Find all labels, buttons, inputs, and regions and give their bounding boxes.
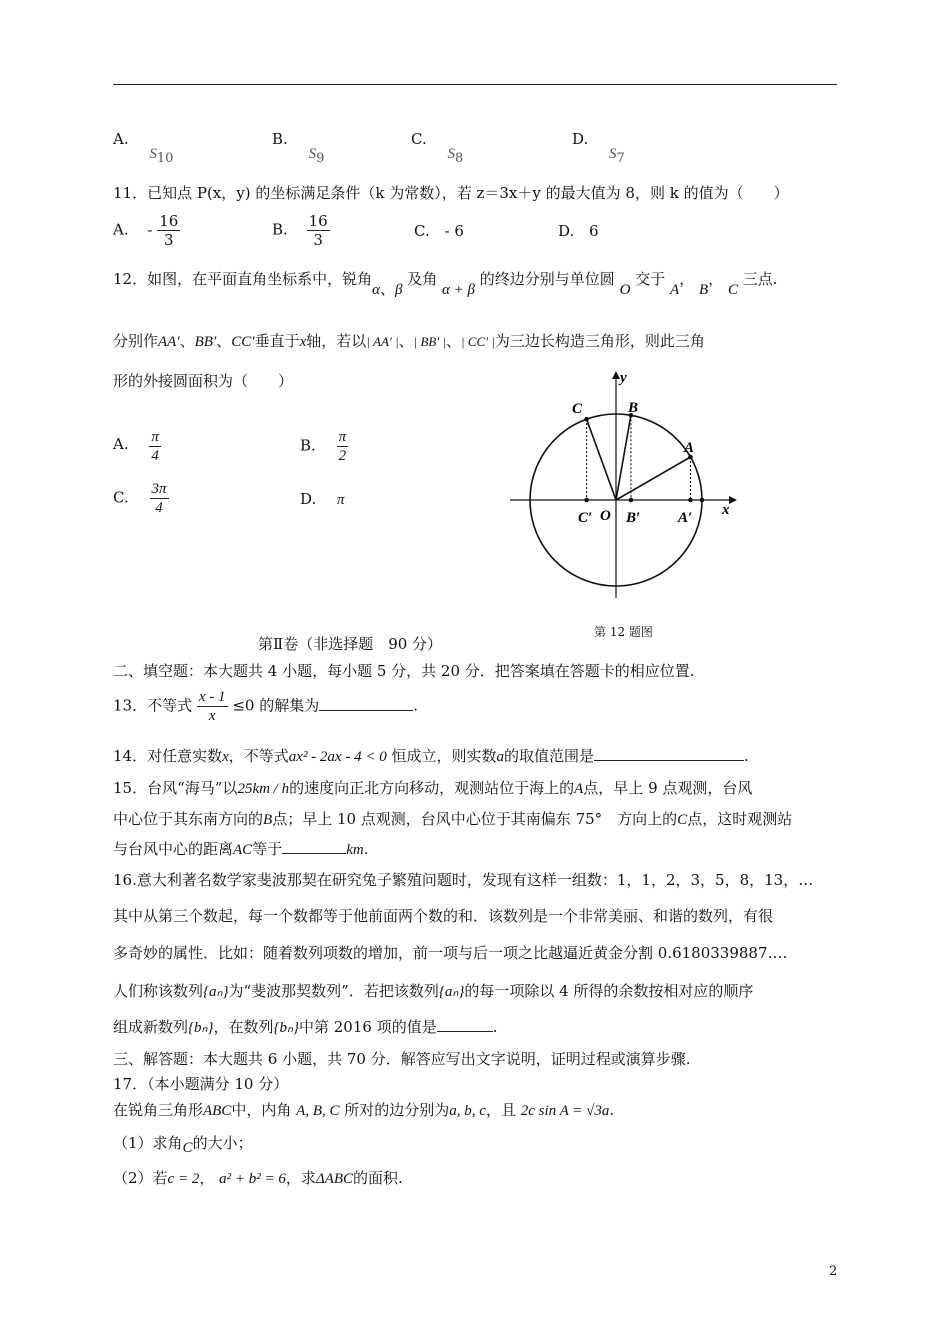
point-b-prime — [629, 498, 634, 503]
label-o: O — [600, 508, 611, 524]
q14-answer-blank[interactable] — [594, 760, 744, 761]
q15-line-2: 中心位于其东南方向的B点；早上 10 点观测，台风中心位于其南偏东 75° 方向上的C点，这时观测站 — [113, 810, 793, 828]
q15-answer-blank[interactable] — [282, 853, 346, 854]
q12-option-b: B. $\frac{\pi}{2}$ — [300, 429, 347, 464]
q15-line-3: 与台风中心的距离AC等于 km. — [113, 840, 369, 858]
q17-part-1: （1）求角C的大小； — [113, 1134, 253, 1156]
q10-option-b: B. $S_9$ — [272, 130, 325, 166]
point-a-prime — [688, 498, 693, 503]
q10-option-a: A. $S_{10}$ — [113, 130, 174, 166]
label-a-prime: A′ — [678, 510, 693, 526]
q15-line-1: 15．台风“海马”以25km / h的速度向正北方向移动，观测站位于海上的A点，早上 9 点观测，台风 — [113, 779, 753, 797]
section-2-heading: 二、填空题：本大题共 4 小题，每小题 5 分，共 20 分．把答案填在答题卡的相应位置. — [113, 662, 695, 680]
point-c-prime — [584, 498, 589, 503]
segment-oa — [616, 457, 690, 500]
q11-option-d: D. 6 — [558, 222, 599, 240]
q11-option-a: A. - $\frac{16}{3}$ — [113, 212, 179, 249]
q16-line-5: 组成新数列{bₙ}，在数列{bₙ}中第 2016 项的值是 . — [113, 1018, 498, 1036]
q13-answer-blank[interactable] — [319, 710, 413, 711]
label-c-prime: C′ — [578, 510, 593, 526]
q12-line-1: 12．如图，在平面直角坐标系中，锐角α、β 及角 α + β 的终边分别与单位圆 O 交于 A， B， C 三点. — [113, 270, 778, 298]
circle-x-intercept — [700, 498, 705, 503]
q17-part-2: （2）若c = 2， a² + b² = 6，求ΔABC的面积. — [113, 1169, 403, 1187]
part-2-title: 第Ⅱ卷（非选择题 90 分） — [258, 635, 443, 653]
label-x: x — [722, 502, 730, 518]
q12-option-a: A. $\frac{\pi}{4}$ — [113, 429, 159, 464]
q16-line-2: 其中从第三个数起，每一个数都等于他前面两个数的和．该数列是一个非常美丽、和谐的数列，有很 — [113, 907, 774, 925]
label-b-prime: B′ — [626, 510, 641, 526]
q14: 14．对任意实数x，不等式ax² - 2ax - 4 < 0 恒成立，则实数a的取值范围是 . — [113, 747, 749, 765]
q11-stem: 11．已知点 P(x，y) 的坐标满足条件（k 为常数），若 z＝3x＋y 的最大值为 8，则 k 的值为（ ） — [113, 184, 789, 202]
q12-figure — [500, 360, 750, 615]
q11-option-b: B. $\frac{16}{3}$ — [272, 212, 328, 249]
q10-option-c: C. $S_8$ — [411, 130, 464, 166]
q16-line-4: 人们称该数列{aₙ}为“斐波那契数列”．若把该数列{aₙ}的每一项除以 4 所得的余数按相对应的顺序 — [113, 982, 754, 1000]
q11-option-c: C. - 6 — [414, 222, 464, 240]
segment-oc — [587, 419, 616, 500]
point-c — [584, 417, 589, 422]
section-3-heading: 三、解答题：本大题共 6 小题，共 70 分．解答应写出文字说明，证明过程或演算步骤. — [113, 1050, 691, 1068]
q12-figure-caption: 第 12 题图 — [594, 625, 653, 639]
label-a: A — [684, 440, 695, 456]
segment-ob — [616, 415, 631, 500]
page-number: 2 — [829, 1264, 838, 1279]
q16-line-1: 16.意大利著名数学家斐波那契在研究兔子繁殖问题时，发现有这样一组数：1，1，2，3，5，8，13，… — [113, 871, 814, 889]
q12-line-3: 形的外接圆面积为（ ） — [113, 372, 294, 390]
q10-option-d: D. $S_7$ — [572, 130, 625, 166]
q16-answer-blank[interactable] — [437, 1031, 493, 1032]
q13: 13．不等式 $\frac{x - 1}{x}$ ≤0 的解集为 . — [113, 689, 418, 724]
q12-option-d: D. π — [300, 490, 345, 508]
q17-title: 17．（本小题满分 10 分） — [113, 1075, 289, 1093]
q12-option-c: C. $\frac{3\pi}{4}$ — [113, 481, 167, 516]
q17-line-1: 在锐角三角形ABC中，内角 A, B, C 所对的边分别为a, b, c，且 2c sin A = √3a. — [113, 1101, 615, 1119]
header-rule — [113, 84, 837, 85]
q16-line-3: 多奇妙的属性．比如：随着数列项数的增加，前一项与后一项之比越逼近黄金分割 0.6180339887…. — [113, 944, 788, 962]
label-y: y — [620, 370, 627, 386]
q12-line-2: 分别作AA′、BB′、CC′垂直于x轴，若以| AA′ |、| BB′ |、| CC′ |为三边长构造三角形，则此三角 — [113, 332, 705, 350]
label-c: C — [572, 401, 583, 417]
label-b: B — [628, 400, 639, 416]
